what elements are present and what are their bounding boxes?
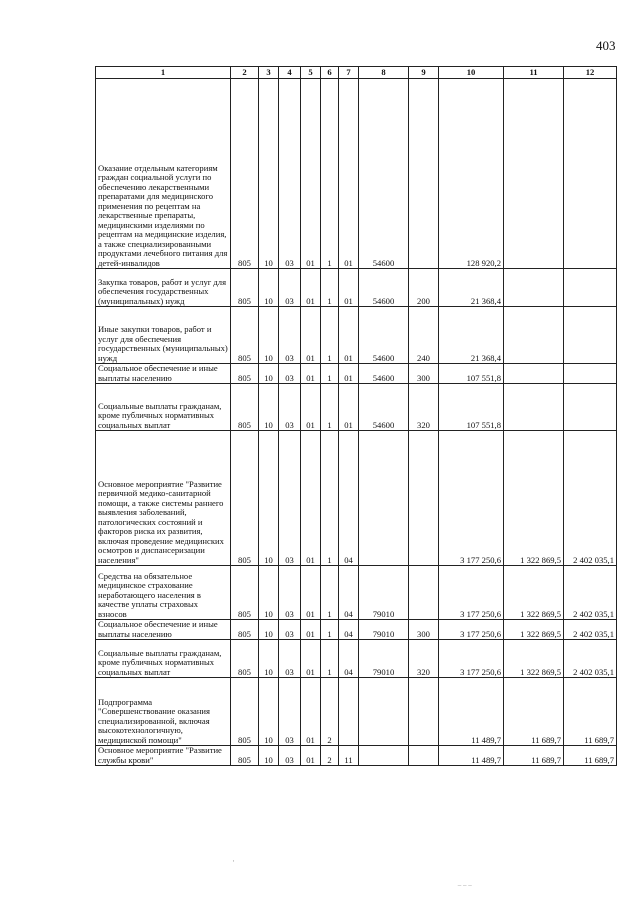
- table-row: [96, 364, 617, 384]
- program-cell: 01: [301, 307, 321, 364]
- direction-cell: 54600: [359, 307, 409, 364]
- program-cell: 01: [301, 269, 321, 307]
- subprogram-cell: 2: [321, 746, 339, 766]
- header-col-3: 3: [259, 67, 279, 79]
- subsection-cell: 03: [279, 640, 301, 678]
- subprogram-cell: 1: [321, 431, 339, 566]
- expense-type-cell: [409, 678, 439, 746]
- header-col-11: 11: [504, 67, 564, 79]
- row-name-cell: Социальные выплаты гражданам, кроме публичных нормативных социальных выплат: [96, 640, 231, 678]
- amount-year-3-cell: 11 689,7: [564, 678, 617, 746]
- section-cell: 10: [259, 746, 279, 766]
- subsection-cell: 03: [279, 79, 301, 269]
- amount-year-3-cell: 2 402 035,1: [564, 566, 617, 620]
- amount-year-1-cell: 128 920,2: [439, 79, 504, 269]
- main-event-cell: 04: [339, 640, 359, 678]
- subprogram-cell: 1: [321, 269, 339, 307]
- direction-cell: 54600: [359, 79, 409, 269]
- code-admin-cell: 805: [231, 384, 259, 431]
- header-col-5: 5: [301, 67, 321, 79]
- header-col-6: 6: [321, 67, 339, 79]
- header-col-9: 9: [409, 67, 439, 79]
- page-number: 403: [596, 38, 616, 53]
- amount-year-3-cell: 2 402 035,1: [564, 620, 617, 640]
- main-event-cell: 04: [339, 620, 359, 640]
- subsection-cell: 03: [279, 307, 301, 364]
- program-cell: 01: [301, 640, 321, 678]
- row-name-cell: Основное мероприятие "Развитие первичной медико-санитарной помощи, а также системы раннего выявления заболеваний, патологических состояний и факторов риска их развития, включая проведение медицинских осмотров и диспансеризации населения": [96, 431, 231, 566]
- program-cell: 01: [301, 431, 321, 566]
- row-name-cell: Основное мероприятие "Развитие службы крови": [96, 746, 231, 766]
- main-event-cell: 04: [339, 566, 359, 620]
- amount-year-1-cell: 107 551,8: [439, 384, 504, 431]
- main-event-cell: 11: [339, 746, 359, 766]
- expense-type-cell: [409, 746, 439, 766]
- amount-year-2-cell: 1 322 869,5: [504, 566, 564, 620]
- row-name-cell: Иные закупки товаров, работ и услуг для обеспечения государственных (муниципальных) нужд: [96, 307, 231, 364]
- subprogram-cell: 1: [321, 620, 339, 640]
- header-row: [96, 67, 617, 79]
- expense-type-cell: 320: [409, 384, 439, 431]
- code-admin-cell: 805: [231, 307, 259, 364]
- subsection-cell: 03: [279, 364, 301, 384]
- amount-year-1-cell: 21 368,4: [439, 307, 504, 364]
- code-admin-cell: 805: [231, 620, 259, 640]
- program-cell: 01: [301, 79, 321, 269]
- expense-type-cell: 200: [409, 269, 439, 307]
- section-cell: 10: [259, 566, 279, 620]
- subprogram-cell: 1: [321, 566, 339, 620]
- direction-cell: 54600: [359, 269, 409, 307]
- code-admin-cell: 805: [231, 566, 259, 620]
- row-name-cell: Средства на обязательное медицинское страхование неработающего населения в качестве уплаты страховых взносов: [96, 566, 231, 620]
- amount-year-3-cell: [564, 79, 617, 269]
- amount-year-3-cell: 2 402 035,1: [564, 640, 617, 678]
- amount-year-2-cell: 11 689,7: [504, 678, 564, 746]
- program-cell: 01: [301, 678, 321, 746]
- code-admin-cell: 805: [231, 678, 259, 746]
- amount-year-2-cell: 1 322 869,5: [504, 620, 564, 640]
- subsection-cell: 03: [279, 678, 301, 746]
- amount-year-1-cell: 3 177 250,6: [439, 566, 504, 620]
- section-cell: 10: [259, 79, 279, 269]
- table-row: [96, 269, 617, 307]
- header-col-1: 1: [96, 67, 231, 79]
- main-event-cell: 01: [339, 364, 359, 384]
- subsection-cell: 03: [279, 566, 301, 620]
- direction-cell: 79010: [359, 566, 409, 620]
- amount-year-3-cell: [564, 364, 617, 384]
- code-admin-cell: 805: [231, 640, 259, 678]
- program-cell: 01: [301, 746, 321, 766]
- amount-year-3-cell: 2 402 035,1: [564, 431, 617, 566]
- expense-type-cell: [409, 79, 439, 269]
- row-name-cell: Социальное обеспечение и иные выплаты населению: [96, 364, 231, 384]
- header-col-7: 7: [339, 67, 359, 79]
- amount-year-2-cell: [504, 79, 564, 269]
- main-event-cell: 04: [339, 431, 359, 566]
- main-event-cell: 01: [339, 79, 359, 269]
- table-row: [96, 431, 617, 566]
- scan-mark: ‾ ‾ ‾: [458, 885, 472, 895]
- amount-year-3-cell: [564, 269, 617, 307]
- section-cell: 10: [259, 678, 279, 746]
- code-admin-cell: 805: [231, 269, 259, 307]
- amount-year-1-cell: 3 177 250,6: [439, 640, 504, 678]
- amount-year-1-cell: 107 551,8: [439, 364, 504, 384]
- main-event-cell: 01: [339, 269, 359, 307]
- direction-cell: 54600: [359, 384, 409, 431]
- table-row: [96, 384, 617, 431]
- header-col-10: 10: [439, 67, 504, 79]
- main-event-cell: 01: [339, 307, 359, 364]
- section-cell: 10: [259, 307, 279, 364]
- direction-cell: [359, 678, 409, 746]
- table-row: [96, 307, 617, 364]
- amount-year-1-cell: 11 489,7: [439, 746, 504, 766]
- section-cell: 10: [259, 384, 279, 431]
- code-admin-cell: 805: [231, 79, 259, 269]
- amount-year-2-cell: 1 322 869,5: [504, 431, 564, 566]
- subprogram-cell: 1: [321, 364, 339, 384]
- table-row: [96, 678, 617, 746]
- amount-year-1-cell: 21 368,4: [439, 269, 504, 307]
- amount-year-2-cell: [504, 384, 564, 431]
- section-cell: 10: [259, 269, 279, 307]
- subsection-cell: 03: [279, 620, 301, 640]
- header-col-2: 2: [231, 67, 259, 79]
- code-admin-cell: 805: [231, 431, 259, 566]
- amount-year-2-cell: [504, 307, 564, 364]
- row-name-cell: Социальное обеспечение и иные выплаты населению: [96, 620, 231, 640]
- amount-year-1-cell: 11 489,7: [439, 678, 504, 746]
- code-admin-cell: 805: [231, 364, 259, 384]
- subsection-cell: 03: [279, 269, 301, 307]
- row-name-cell: Закупка товаров, работ и услуг для обеспечения государственных (муниципальных) нужд: [96, 269, 231, 307]
- amount-year-2-cell: 11 689,7: [504, 746, 564, 766]
- row-name-cell: Подпрограмма "Совершенствование оказания специализированной, включая высокотехнологичную, медицинской помощи": [96, 678, 231, 746]
- direction-cell: 79010: [359, 620, 409, 640]
- program-cell: 01: [301, 384, 321, 431]
- table-row: [96, 566, 617, 620]
- program-cell: 01: [301, 364, 321, 384]
- section-cell: 10: [259, 431, 279, 566]
- subsection-cell: 03: [279, 746, 301, 766]
- amount-year-1-cell: 3 177 250,6: [439, 620, 504, 640]
- table-row: [96, 620, 617, 640]
- subsection-cell: 03: [279, 431, 301, 566]
- subprogram-cell: 1: [321, 307, 339, 364]
- expense-type-cell: 320: [409, 640, 439, 678]
- expense-type-cell: 300: [409, 620, 439, 640]
- header-col-4: 4: [279, 67, 301, 79]
- subprogram-cell: 1: [321, 640, 339, 678]
- section-cell: 10: [259, 620, 279, 640]
- header-col-12: 12: [564, 67, 617, 79]
- amount-year-3-cell: [564, 307, 617, 364]
- subprogram-cell: 2: [321, 678, 339, 746]
- expense-type-cell: 300: [409, 364, 439, 384]
- section-cell: 10: [259, 364, 279, 384]
- program-cell: 01: [301, 620, 321, 640]
- table-body: [96, 79, 617, 766]
- expense-type-cell: [409, 566, 439, 620]
- amount-year-2-cell: [504, 269, 564, 307]
- subsection-cell: 03: [279, 384, 301, 431]
- direction-cell: 54600: [359, 364, 409, 384]
- expense-type-cell: 240: [409, 307, 439, 364]
- amount-year-3-cell: [564, 384, 617, 431]
- scan-mark: ·: [232, 856, 235, 866]
- budget-table: [95, 66, 617, 766]
- direction-cell: [359, 746, 409, 766]
- direction-cell: [359, 431, 409, 566]
- direction-cell: 79010: [359, 640, 409, 678]
- table-row: [96, 79, 617, 269]
- table-row: [96, 640, 617, 678]
- amount-year-2-cell: [504, 364, 564, 384]
- subprogram-cell: 1: [321, 79, 339, 269]
- amount-year-2-cell: 1 322 869,5: [504, 640, 564, 678]
- section-cell: 10: [259, 640, 279, 678]
- main-event-cell: [339, 678, 359, 746]
- row-name-cell: Оказание отдельным категориям граждан социальной услуги по обеспечению лекарственными препаратами для медицинского применения по рецептам на лекарственные препараты, медицинскими изделиями по рецептам на медицинские изделия, а также специализированными продуктами лечебного питания для детей-инвалидов: [96, 79, 231, 269]
- code-admin-cell: 805: [231, 746, 259, 766]
- amount-year-3-cell: 11 689,7: [564, 746, 617, 766]
- table-row: [96, 746, 617, 766]
- header-col-8: 8: [359, 67, 409, 79]
- row-name-cell: Социальные выплаты гражданам, кроме публичных нормативных социальных выплат: [96, 384, 231, 431]
- program-cell: 01: [301, 566, 321, 620]
- main-event-cell: 01: [339, 384, 359, 431]
- subprogram-cell: 1: [321, 384, 339, 431]
- expense-type-cell: [409, 431, 439, 566]
- amount-year-1-cell: 3 177 250,6: [439, 431, 504, 566]
